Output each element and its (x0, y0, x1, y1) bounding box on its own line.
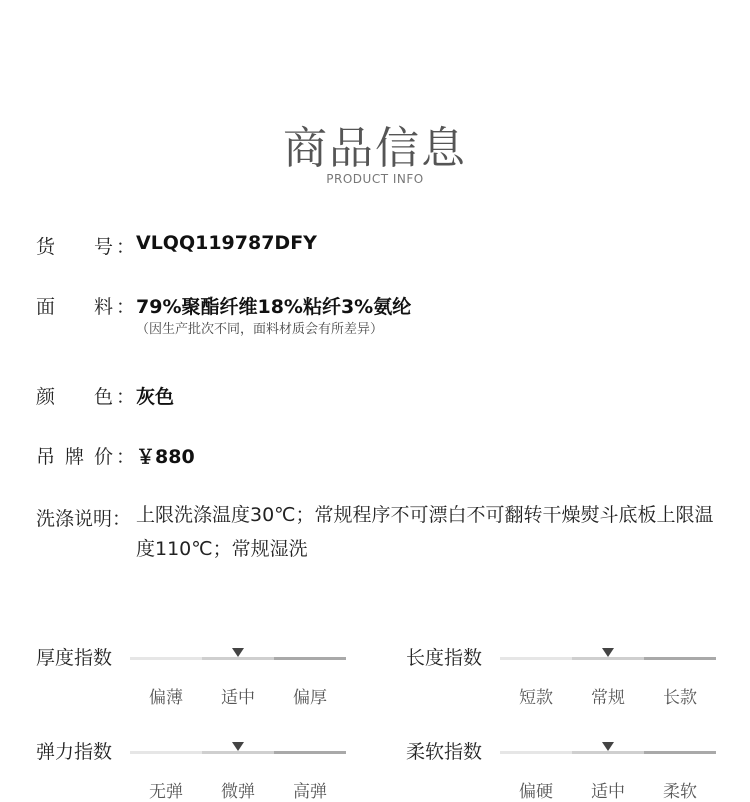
length-index-label: 长度指数 (406, 647, 483, 669)
scale-option: 短款 (519, 688, 553, 708)
scale-option: 高弹 (293, 782, 327, 802)
price-label-char: 牌 (65, 446, 85, 468)
length-scale (500, 657, 716, 708)
sku-value: VLQQ119787DFY (136, 232, 317, 254)
price-label-char: 吊 (36, 446, 56, 468)
wash-value: 上限洗涤温度30℃；常规程序不可漂白不可翻转干燥熨斗底板上限温度110℃；常规湿洗 (136, 504, 714, 560)
scale-option: 常规 (591, 688, 625, 708)
scale-option: 微弹 (221, 782, 255, 802)
scale-option: 适中 (221, 688, 255, 708)
color-value: 灰色 (136, 386, 175, 408)
wash-label (36, 504, 136, 531)
scale-option: 偏硬 (519, 782, 553, 802)
material-label-char: 料 (94, 296, 114, 318)
scale-segment (644, 751, 716, 754)
sku-label-colon: ： (116, 236, 136, 258)
color-label-char: 颜 (36, 386, 56, 408)
material-label-char: 面 (36, 296, 56, 318)
elasticity-index-label: 弹力指数 (36, 741, 113, 763)
sku-label-char: 货 (36, 236, 56, 258)
scale-segment (572, 657, 644, 660)
sku-label-char: 号 (94, 236, 114, 258)
softness-index-label: 柔软指数 (406, 741, 483, 763)
elasticity-scale (130, 751, 346, 802)
scale-segment (130, 657, 202, 660)
thickness-index-label: 厚度指数 (36, 647, 113, 669)
scale-segment (572, 751, 644, 754)
scale-option: 无弹 (149, 782, 183, 802)
color-label-char: 色 (94, 386, 114, 408)
scale-marker-icon (232, 742, 244, 751)
softness-scale (500, 751, 716, 802)
scale-option: 长款 (663, 688, 697, 708)
scale-segment (202, 751, 274, 754)
scale-marker-icon (232, 648, 244, 657)
scale-segment (202, 657, 274, 660)
scale-option: 偏薄 (149, 688, 183, 708)
thickness-scale (130, 657, 346, 708)
scale-option: 柔软 (663, 782, 697, 802)
scale-segment (500, 751, 572, 754)
wash-label-colon: ： (112, 508, 132, 530)
price-label-char: 价 (94, 446, 114, 468)
scale-option: 偏厚 (293, 688, 327, 708)
scale-option: 适中 (591, 782, 625, 802)
page-title: 商品信息 (283, 123, 467, 174)
wash-label-text: 洗涤说明 (36, 508, 113, 530)
scale-marker-icon (602, 648, 614, 657)
scale-segment (274, 751, 346, 754)
scale-segment (130, 751, 202, 754)
scale-marker-icon (602, 742, 614, 751)
material-label-colon: ： (116, 296, 136, 318)
price-value: ￥880 (136, 446, 195, 468)
page-subtitle: PRODUCT INFO (326, 172, 424, 186)
scale-segment (644, 657, 716, 660)
scale-segment (500, 657, 572, 660)
material-value: 79%聚酯纤维18%粘纤3%氨纶 (136, 296, 412, 318)
price-label-colon: ： (116, 446, 136, 468)
color-label-colon: ： (116, 386, 136, 408)
material-note: （因生产批次不同，面料材质会有所差异） (136, 322, 384, 337)
scale-segment (274, 657, 346, 660)
